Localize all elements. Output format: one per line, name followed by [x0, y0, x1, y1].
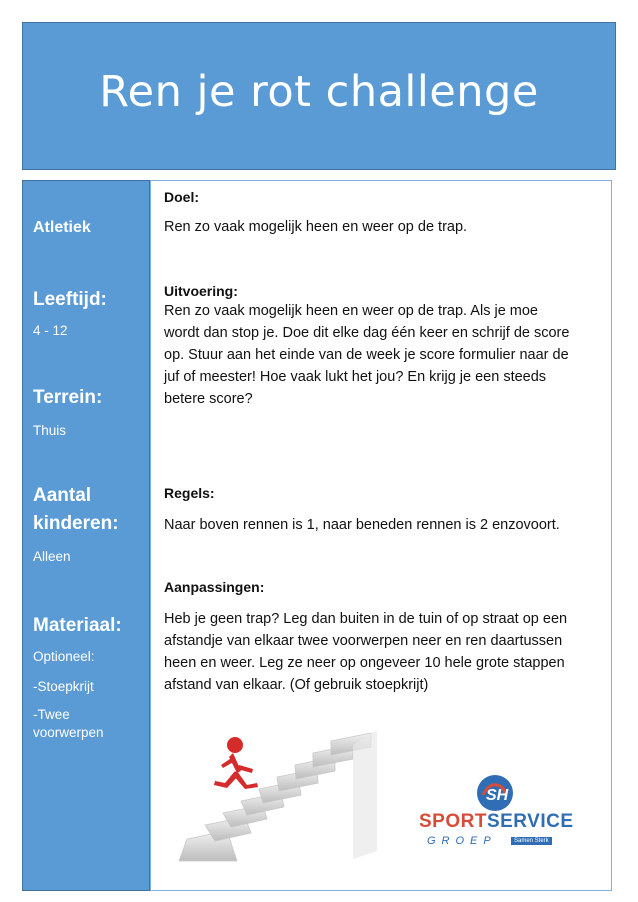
execution-line: betere score?: [164, 391, 253, 407]
material-item-chalk: -Stoepkrijt: [33, 679, 94, 694]
terrain-label: Terrein:: [33, 387, 103, 408]
terrain-value: Thuis: [33, 423, 67, 438]
sport-heading: Atletiek: [33, 219, 91, 236]
rules-text: Naar boven rennen is 1, naar beneden rennen is 2 enzovoort.: [164, 517, 560, 533]
info-sidebar: [22, 180, 150, 891]
material-optional: Optioneel:: [33, 649, 95, 664]
adjustments-heading: Aanpassingen:: [164, 579, 265, 595]
logo-word-sport: SPORT: [419, 811, 487, 832]
execution-line: Ren zo vaak mogelijk heen en weer op de trap. Als je moe: [164, 303, 538, 319]
instructions-panel: [150, 180, 612, 891]
logo-wordmark: [419, 811, 574, 833]
sportservice-logo: [419, 773, 584, 863]
material-label: Materiaal:: [33, 615, 122, 636]
runner-figure-icon: [214, 737, 258, 789]
execution-heading: Uitvoering:: [164, 283, 238, 299]
age-value: 4 - 12: [33, 323, 68, 338]
age-label: Leeftijd:: [33, 289, 107, 310]
material-item-objects: voorwerpen: [33, 725, 104, 740]
page-title: Ren je rot challenge: [99, 67, 539, 117]
goal-heading: Doel:: [164, 189, 199, 205]
logo-word-service: SERVICE: [486, 811, 574, 832]
rules-heading: Regels:: [164, 485, 215, 501]
logo-emblem-icon: [475, 773, 515, 813]
adjustments-line: afstand van elkaar. (Of gebruik stoepkrijt): [164, 677, 429, 693]
logo-tagline: Samen Sterk: [511, 837, 552, 845]
svg-text:SH: SH: [486, 787, 509, 804]
adjustments-line: afstandje van elkaar twee voorwerpen neer en ren daartussen: [164, 633, 563, 649]
title-banner: [22, 22, 616, 170]
execution-line: op. Stuur aan het einde van de week je score formulier naar de: [164, 347, 569, 363]
material-item-two: -Twee: [33, 707, 70, 722]
execution-line: wordt dan stop je. Doe dit elke dag één keer en schrijf de score: [164, 325, 570, 341]
kids-value: Alleen: [33, 549, 71, 564]
kids-label-line1: Aantal: [33, 485, 92, 506]
goal-text: Ren zo vaak mogelijk heen en weer op de trap.: [164, 219, 468, 235]
stairs-illustration: [167, 721, 382, 866]
kids-label-line2: kinderen:: [33, 513, 119, 534]
adjustments-line: heen en weer. Leg ze neer op ongeveer 10 hele grote stappen: [164, 655, 565, 671]
logo-subtitle: GROEP: [427, 835, 497, 847]
execution-line: juf of meester! Hoe vaak lukt het jou? En krijg je een steeds: [164, 369, 547, 385]
adjustments-line: Heb je geen trap? Leg dan buiten in de tuin of op straat op een: [164, 611, 568, 627]
